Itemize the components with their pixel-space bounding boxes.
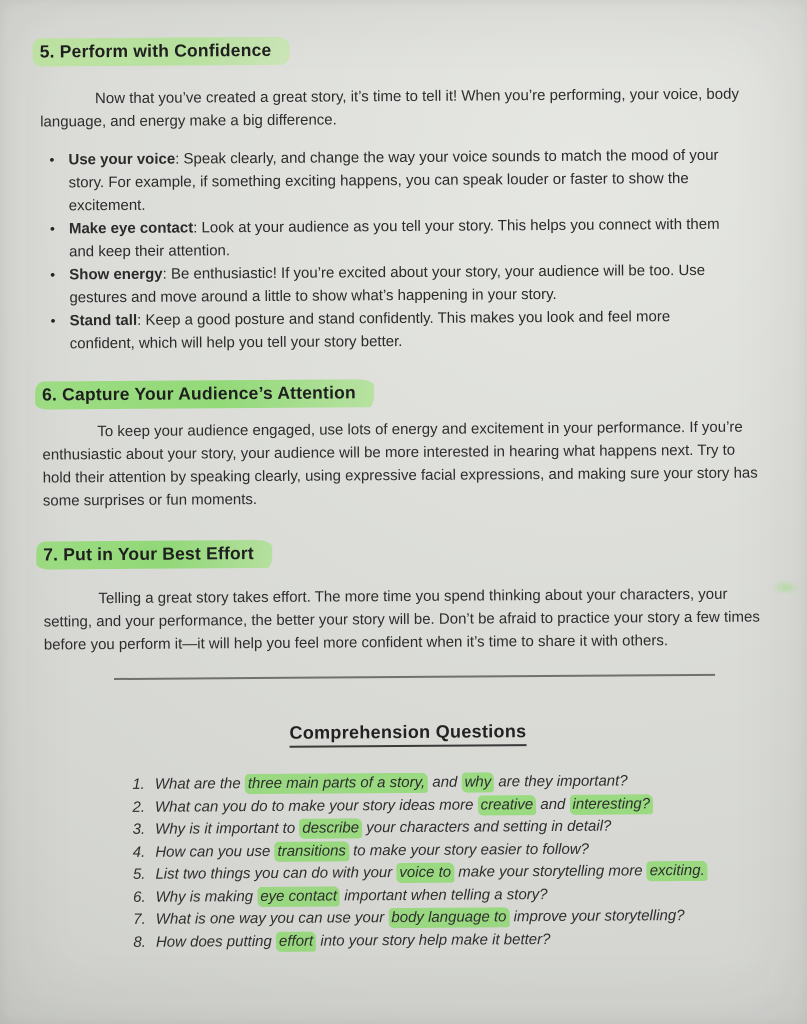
highlighted-text: exciting. xyxy=(647,861,708,881)
bullet-marker: • xyxy=(49,151,55,168)
highlighted-text: effort xyxy=(276,931,316,951)
highlighted-text: creative xyxy=(478,795,537,815)
text-segment: How does putting xyxy=(155,932,277,951)
text-segment: List two things you can do with your xyxy=(155,864,397,883)
text-segment: are they important? xyxy=(494,772,628,791)
text-segment: How can you use xyxy=(155,842,275,861)
highlighted-text: three main parts of a story, xyxy=(245,773,428,794)
tips-bullet-list xyxy=(40,144,729,356)
paragraph-audience: To keep your audience engaged, use lots of energy and excitement in your performance. If you’re enthusiastic about your story, your audience will be more interested in hearing what happens next. Try to hold their attention by speaking clearly, using expressive facial expressions, and making sure your story has some surprises or fun moments. xyxy=(42,418,758,510)
question-number: 8. xyxy=(133,933,146,951)
highlighted-heading: 6. Capture Your Audience’s Attention xyxy=(35,379,374,409)
text-segment: important when telling a story? xyxy=(339,885,548,904)
section-heading-6 xyxy=(42,376,773,409)
text-segment: your characters and setting in detail? xyxy=(361,817,612,837)
highlighted-text: interesting? xyxy=(569,794,653,815)
text-segment: : Keep a good posture and stand confidently. This makes you look and feel more confident, which will help you tell your story better. xyxy=(69,308,671,353)
highlighted-heading: 7. Put in Your Best Effort xyxy=(36,540,272,570)
questions-title: Comprehension Questions xyxy=(289,721,526,748)
text-segment: into your story help make it better? xyxy=(316,930,551,950)
text-segment: : Look at your audience as you tell your story. This helps you connect with them and keep their attention. xyxy=(69,215,720,261)
bullet-item-use-voice xyxy=(49,144,728,218)
question-number: 7. xyxy=(133,910,146,928)
text-segment: What are the xyxy=(154,775,245,793)
text-segment: What is one way you can use your xyxy=(155,909,389,928)
highlighted-heading: 5. Perform with Confidence xyxy=(33,37,290,67)
section-heading-5 xyxy=(40,33,771,66)
bold-lead-in: Show energy xyxy=(69,265,163,284)
highlighted-text: transitions xyxy=(274,841,349,862)
text-segment: to make your story easier to follow? xyxy=(348,840,590,859)
bullet-item-eye-contact xyxy=(49,213,729,264)
paragraph-effort: Telling a great story takes effort. The more time you spend thinking about your characters, your setting, and your performance, the better your story will be. Don’t be afraid to practice your story a few times before you perform it—it will help you feel more confident when it’s time to share it with others. xyxy=(43,585,760,654)
text-segment: improve your storytelling? xyxy=(509,907,685,926)
divider-line xyxy=(114,674,715,680)
questions-title-row xyxy=(44,719,771,749)
bold-lead-in: Make eye contact xyxy=(68,219,194,238)
questions-list xyxy=(121,769,777,954)
text-segment: What can you do to make your story ideas more xyxy=(154,795,478,816)
text-segment: make your storytelling more xyxy=(454,862,647,881)
bullet-marker: • xyxy=(50,312,56,329)
text-segment: : Be enthusiastic! If you’re excited about your story, your audience will be too. Use gestures and move around a little to show what’s happening in your story. xyxy=(69,261,706,307)
question-item-8 xyxy=(122,927,777,954)
highlighted-text: describe xyxy=(299,818,362,838)
question-number: 2. xyxy=(132,798,146,816)
question-number: 4. xyxy=(132,843,146,861)
text-segment: and xyxy=(428,773,462,791)
text-segment: : Speak clearly, and change the way your voice sounds to match the mood of your story. For example, if something exciting happens, you can speak louder or faster to show the excitement. xyxy=(68,146,719,215)
text-segment: Why is making xyxy=(155,887,258,906)
bold-lead-in: Stand tall xyxy=(69,311,138,330)
text-segment: and xyxy=(536,795,570,813)
bullet-text xyxy=(68,147,718,215)
highlighted-text: why xyxy=(461,772,494,792)
bold-lead-in: Use your voice xyxy=(68,150,176,169)
question-number: 5. xyxy=(132,865,146,883)
question-number: 6. xyxy=(133,888,146,906)
text-segment: Why is it important to xyxy=(155,819,300,838)
bullet-item-stand-tall xyxy=(50,305,729,356)
highlighted-text: voice to xyxy=(396,863,454,883)
bullet-marker: • xyxy=(49,220,55,237)
bullet-text xyxy=(70,308,671,352)
bullet-text xyxy=(69,216,720,261)
highlighted-text: eye contact xyxy=(257,886,340,907)
question-number: 1. xyxy=(132,775,145,793)
question-number: 3. xyxy=(132,820,146,838)
question-text xyxy=(156,927,776,954)
bullet-marker: • xyxy=(50,266,56,283)
highlighted-text: body language to xyxy=(388,907,509,928)
paragraph-perform: Now that you’ve created a great story, it’s time to tell it! When you’re performing, your voice, body language, and energy make a big difference. xyxy=(40,85,739,131)
section-heading-7 xyxy=(43,536,774,569)
highlighter-smudge xyxy=(771,580,801,595)
bullet-item-show-energy xyxy=(50,259,729,310)
bullet-text xyxy=(69,262,705,306)
